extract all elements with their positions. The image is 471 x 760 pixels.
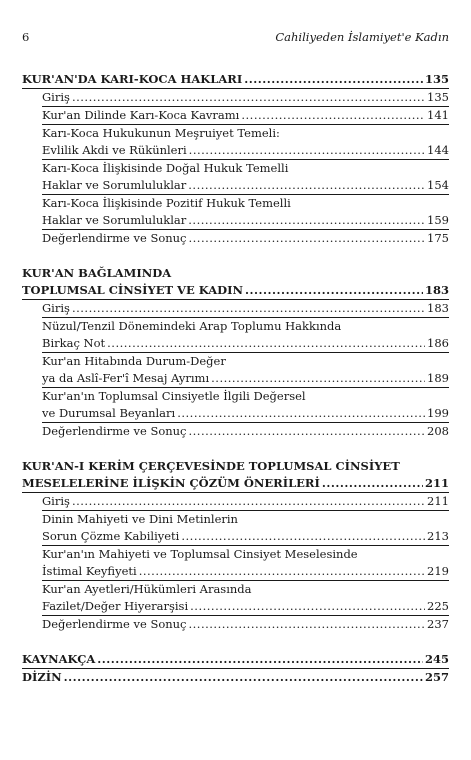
section-title-line[interactable]: TOPLUMSAL CİNSİYET VE KADIN ..... 183	[22, 282, 449, 299]
entry-page: 175	[427, 231, 449, 245]
dot-leader	[97, 651, 423, 668]
dot-leader	[189, 142, 425, 159]
entry-title: Giriş	[42, 494, 70, 508]
entry-page: 237	[427, 617, 449, 631]
section-title-line[interactable]: KUR'AN'DA KARI-KOCA HAKLARI ..... 135	[22, 71, 449, 88]
entry-page: 208	[427, 424, 449, 438]
dot-leader	[241, 107, 425, 124]
dot-leader	[211, 370, 425, 387]
toc-section	[22, 265, 449, 440]
toc-entry[interactable]	[22, 546, 449, 581]
toc-entry[interactable]	[22, 125, 449, 160]
dot-leader	[181, 528, 425, 545]
entry-title: Birkaç Not	[42, 336, 106, 350]
entry-title: Değerlendirme ve Sonuç	[42, 424, 187, 438]
toc-back-matter	[22, 651, 449, 686]
table-of-contents	[22, 71, 449, 704]
section-entries	[22, 300, 449, 440]
entry-title-line: Karı-Koca İlişkisinde Doğal Hukuk Temelli	[42, 161, 289, 175]
entry-title-line: Kur'an Ayetleri/Hükümleri Arasında	[42, 582, 252, 596]
entry-page: 183	[427, 301, 449, 315]
section-page: 183	[424, 283, 449, 297]
section-entries	[22, 89, 449, 247]
entry-title-line: Nüzul/Tenzil Dönemindeki Arap Toplumu Hakkında	[42, 319, 342, 333]
dot-leader	[139, 563, 425, 580]
toc-entry[interactable]	[22, 300, 449, 318]
entry-page: 213	[427, 529, 449, 543]
dot-leader	[72, 89, 425, 106]
dot-leader	[64, 669, 423, 686]
entry-title-line: Kur'an Hitabında Durum-Değer	[42, 354, 226, 368]
toc-entry-index[interactable]	[22, 669, 449, 686]
toc-entry[interactable]	[22, 107, 449, 125]
running-title: Cahiliyeden İslamiyet'e Kadın	[275, 30, 449, 44]
toc-entry[interactable]	[22, 195, 449, 230]
entry-title: Değerlendirme ve Sonuç	[42, 617, 187, 631]
section-heading	[22, 71, 449, 89]
toc-entry[interactable]	[22, 511, 449, 546]
entry-title: Sorun Çözme Kabiliyeti	[42, 529, 180, 543]
entry-title: ya da Aslî-Fer'î Mesaj Ayrımı	[42, 371, 210, 385]
dot-leader	[322, 475, 423, 492]
entry-title: Haklar ve Sorumluluklar	[42, 213, 187, 227]
entry-title: İstimal Keyfiyeti	[42, 564, 137, 578]
dot-leader	[189, 423, 426, 440]
toc-entry[interactable]	[22, 318, 449, 353]
toc-entry[interactable]	[22, 89, 449, 107]
section-heading	[22, 458, 449, 493]
entry-title-line: Karı-Koca Hukukunun Meşruiyet Temeli:	[42, 126, 280, 140]
entry-title: Giriş	[42, 90, 70, 104]
section-title-line[interactable]: MESELELERİNE İLİŞKİN ÇÖZÜM ÖNERİLERİ ..... 211	[22, 475, 449, 492]
entry-page: 189	[427, 371, 449, 385]
page-number: 6	[22, 30, 30, 44]
entry-page: 257	[424, 670, 449, 684]
entry-page: 225	[427, 599, 449, 613]
entry-title-line: Dinin Mahiyeti ve Dini Metinlerin	[42, 512, 238, 526]
entry-page: 211	[427, 494, 449, 508]
entry-page: 245	[424, 652, 449, 666]
section-title-line: KUR'AN-I KERİM ÇERÇEVESİNDE TOPLUMSAL CİNSİYET	[22, 459, 400, 473]
entry-page: 141	[427, 108, 449, 122]
entry-title: Evlilik Akdi ve Rükünleri	[42, 143, 187, 157]
entry-page: 219	[427, 564, 449, 578]
toc-entry[interactable]	[22, 388, 449, 423]
entry-title: Giriş	[42, 301, 70, 315]
entry-page: 159	[427, 213, 449, 227]
toc-entry[interactable]	[22, 423, 449, 440]
entry-title: Fazilet/Değer Hiyerarşisi	[42, 599, 189, 613]
entry-page: 186	[427, 336, 449, 350]
entry-page: 135	[427, 90, 449, 104]
entry-title: Haklar ve Sorumluluklar	[42, 178, 187, 192]
entry-title-line: Kur'an'ın Mahiyeti ve Toplumsal Cinsiyet Meselesinde	[42, 547, 358, 561]
dot-leader	[244, 71, 423, 88]
entry-page: 199	[427, 406, 449, 420]
entry-title: KAYNAKÇA	[22, 652, 96, 666]
entry-title: DİZİN	[22, 670, 62, 684]
entry-title-line: Karı-Koca İlişkisinde Pozitif Hukuk Temelli	[42, 196, 291, 210]
toc-entry[interactable]	[22, 581, 449, 616]
dot-leader	[245, 282, 423, 299]
toc-entry-bibliography[interactable]	[22, 651, 449, 669]
entry-title: Kur'an Dilinde Karı-Koca Kavramı	[42, 108, 240, 122]
dot-leader	[72, 300, 425, 317]
entry-page: 154	[427, 178, 449, 192]
running-head	[22, 30, 449, 48]
dot-leader	[188, 212, 425, 229]
toc-entry[interactable]	[22, 616, 449, 633]
toc-entry[interactable]	[22, 160, 449, 195]
entry-title: Değerlendirme ve Sonuç	[42, 231, 187, 245]
entry-title: ve Durumsal Beyanları	[42, 406, 176, 420]
section-heading	[22, 265, 449, 300]
dot-leader	[177, 405, 425, 422]
dot-leader	[188, 177, 425, 194]
section-page: 211	[424, 476, 449, 490]
entry-title-line: Kur'an'ın Toplumsal Cinsiyetle İlgili Değersel	[42, 389, 306, 403]
toc-section	[22, 71, 449, 247]
toc-section	[22, 458, 449, 633]
section-entries	[22, 493, 449, 633]
entry-page: 144	[427, 143, 449, 157]
dot-leader	[189, 616, 426, 633]
toc-entry[interactable]	[22, 230, 449, 247]
dot-leader	[189, 230, 426, 247]
dot-leader	[107, 335, 425, 352]
toc-entry[interactable]	[22, 493, 449, 511]
section-title-line: KUR'AN BAĞLAMINDA	[22, 266, 172, 280]
dot-leader	[72, 493, 425, 510]
dot-leader	[190, 598, 425, 615]
section-page: 135	[424, 72, 449, 86]
toc-entry[interactable]	[22, 353, 449, 388]
